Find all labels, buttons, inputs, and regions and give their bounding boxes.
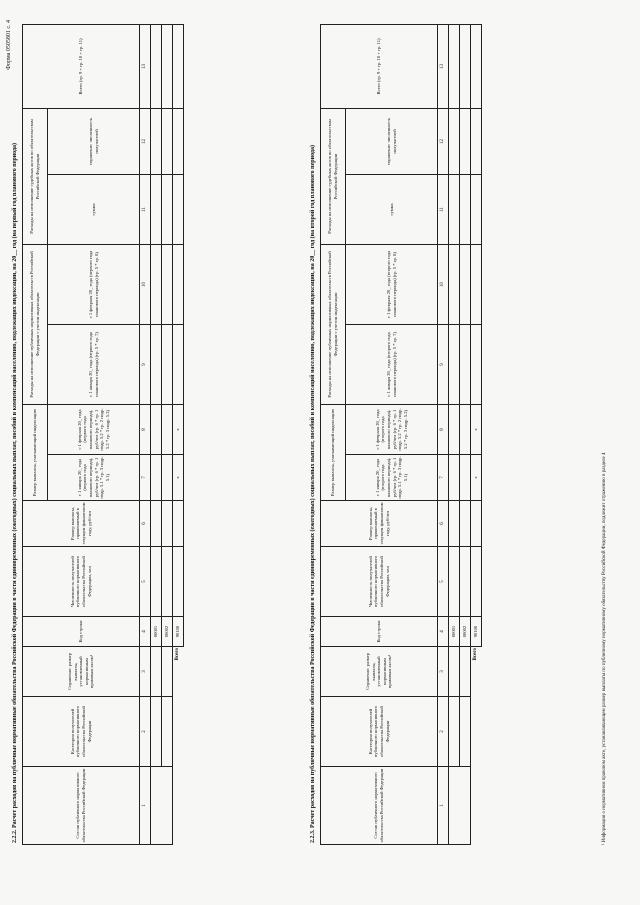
- cell: [449, 547, 460, 617]
- col-number: 11: [438, 174, 449, 244]
- cell: [460, 455, 471, 501]
- header-c10: с 1 февраля 20_ года (первого года планового периода) (гр. 5 * гр. 8): [48, 244, 140, 324]
- cell: [471, 174, 482, 244]
- cell: [162, 647, 173, 697]
- cell: [449, 501, 460, 547]
- cell: [173, 24, 184, 108]
- header-c6: Размер выплаты, применяемый в текущем финансовом году, руб/чел: [23, 501, 140, 547]
- total-label: Всего: [173, 647, 184, 845]
- col-number: 8: [438, 404, 449, 454]
- table-row: [449, 24, 460, 844]
- col-number: 2: [438, 697, 449, 767]
- cell: [471, 547, 482, 617]
- cell: [449, 324, 460, 404]
- cell-mark: x: [471, 455, 482, 501]
- col-number: 7: [438, 455, 449, 501]
- cell: [449, 244, 460, 324]
- cell: [162, 455, 173, 501]
- cell: [460, 244, 471, 324]
- col-number: 1: [438, 767, 449, 845]
- col-number: 5: [140, 547, 151, 617]
- table-row: [151, 24, 162, 844]
- cell: [162, 108, 173, 174]
- cell: [151, 24, 162, 108]
- col-number: 6: [438, 501, 449, 547]
- cell: [151, 244, 162, 324]
- cell: [460, 24, 471, 108]
- header-c9: с 1 января 20_ года (первого года планового периода) (гр. 5 * гр. 7): [48, 324, 140, 404]
- col-number: 5: [438, 547, 449, 617]
- table-row: [460, 24, 471, 844]
- total-code: 90100: [471, 617, 482, 647]
- section-table: [22, 24, 184, 845]
- cell: [173, 108, 184, 174]
- cell: [151, 455, 162, 501]
- header-c11: сумма: [346, 174, 438, 244]
- cell: [162, 174, 173, 244]
- cell: [449, 455, 460, 501]
- header-c13: Всего (гр. 9 + гр. 10 + гр. 11): [321, 24, 438, 108]
- cell-mark: x: [173, 455, 184, 501]
- col-number: 10: [438, 244, 449, 324]
- cell: [460, 501, 471, 547]
- cell: [151, 647, 162, 697]
- cell: [460, 547, 471, 617]
- header-c2: Категория получателей публичного нормативного обязательства Российской Федерации: [321, 697, 438, 767]
- col-number: 2: [140, 697, 151, 767]
- cell: [162, 501, 173, 547]
- cell: [449, 647, 460, 697]
- cell: [449, 108, 460, 174]
- header-g7: Размер выплаты, учитывающий индексацию: [23, 404, 48, 500]
- col-number: 9: [438, 324, 449, 404]
- total-row: [471, 24, 482, 844]
- col-number: 9: [140, 324, 151, 404]
- header-c11: сумма: [48, 174, 140, 244]
- row-code: 00002: [460, 617, 471, 647]
- col-number: 4: [438, 617, 449, 647]
- cell: [151, 324, 162, 404]
- cell: [173, 174, 184, 244]
- header-c7: с 1 января 20_ года (первого года планового периода), руб/чел (гр. 6 * гр. 1 подр. 5.1 * гр. 3 подр. 5.1): [48, 455, 140, 501]
- header-c1: Состав публичного нормативного обязательства Российской Федерации: [23, 767, 140, 845]
- header-c6: Размер выплаты, применяемый в текущем финансовом году, руб/чел: [321, 501, 438, 547]
- cell: [460, 404, 471, 454]
- cell: [471, 108, 482, 174]
- col-number: 11: [140, 174, 151, 244]
- cell: [151, 108, 162, 174]
- cell: [151, 174, 162, 244]
- section-title: 2.2.3. Расчет расходов на публичные нормативные обязательства Российской Федерации в части единовременных (ежегодных) социальных выплат, пособий и компенсаций населению, подлежащих индексации, на 20__ год (на второй год планового периода): [310, 145, 316, 843]
- cell-mark: x: [173, 404, 184, 454]
- cell: [173, 547, 184, 617]
- header-c3: Справочно: размер выплаты, установленный нормативным правовым актом¹: [321, 647, 438, 697]
- col-number: 13: [140, 24, 151, 108]
- header-g11: Расходы на исполнение судебных актов по обязательствам Российской Федерации: [23, 108, 48, 244]
- row-code: 00002: [162, 617, 173, 647]
- header-g7: Размер выплаты, учитывающий индексацию: [321, 404, 346, 500]
- cell: [460, 174, 471, 244]
- cell: [173, 324, 184, 404]
- row-code: 00001: [151, 617, 162, 647]
- form-code: Форма 0505801 с. 4: [6, 20, 12, 70]
- cell: [151, 501, 162, 547]
- cell: [460, 647, 471, 697]
- cell: [151, 547, 162, 617]
- header-c5: Численность получателей публичного нормативного обязательства Российской Федерации, чел: [23, 547, 140, 617]
- header-c8: с 1 февраля 20_ года (второго года планового периода), руб/чел (гр. 6 * гр. 1 подр. 5.2 * гр. 2 подр. 5.2 * гр. 3 подр. 5.2): [346, 404, 438, 454]
- section-table: [320, 24, 482, 845]
- col-number: 6: [140, 501, 151, 547]
- header-c3: Справочно: размер выплаты, установленный нормативным правовым актом¹: [23, 647, 140, 697]
- header-g9: Расходы на исполнение публичных нормативных обязательств Российской Федерации с учетом индексации: [321, 244, 346, 404]
- cell: [173, 244, 184, 324]
- col-number: 7: [140, 455, 151, 501]
- total-code: 90100: [173, 617, 184, 647]
- header-c12: справочно: численность получателей: [48, 108, 140, 174]
- cell: [449, 174, 460, 244]
- col-number: 10: [140, 244, 151, 324]
- col-number: 3: [140, 647, 151, 697]
- header-c13: Всего (гр. 9 + гр. 10 + гр. 11): [23, 24, 140, 108]
- cell: [449, 404, 460, 454]
- col-number: 13: [438, 24, 449, 108]
- total-label: Всего: [471, 647, 482, 845]
- cell: [471, 244, 482, 324]
- cell: [471, 24, 482, 108]
- header-c2: Категория получателей публичного нормативного обязательства Российской Федерации: [23, 697, 140, 767]
- col-number: 12: [140, 108, 151, 174]
- header-c1: Состав публичного нормативного обязательства Российской Федерации: [321, 767, 438, 845]
- cell: [449, 24, 460, 108]
- header-c9: с 1 января 20_ года (второго года планового периода) (гр. 5 * гр. 7): [346, 324, 438, 404]
- cell: [151, 404, 162, 454]
- cell: [162, 244, 173, 324]
- header-c12: справочно: численность получателей: [346, 108, 438, 174]
- cell: [162, 404, 173, 454]
- cell: [173, 501, 184, 547]
- row-code: 00001: [449, 617, 460, 647]
- header-c5: Численность получателей публичного нормативного обязательства Российской Федерации, чел: [321, 547, 438, 617]
- cell: [460, 108, 471, 174]
- col-number: 4: [140, 617, 151, 647]
- col-number: 12: [438, 108, 449, 174]
- header-c4: Код строки: [321, 617, 438, 647]
- cell: [471, 501, 482, 547]
- table-row: [162, 24, 173, 844]
- header-c8: с 1 февраля 20_ года (первого года планового периода), руб/чел (гр. 6 * гр. 1 подр. 5.2 * гр. 2 подр. 5.2 * гр. 3 подр. 5.2): [48, 404, 140, 454]
- cell-mark: x: [471, 404, 482, 454]
- section-title: 2.2.2. Расчет расходов на публичные нормативные обязательства Российской Федерации в части единовременных (ежегодных) социальных выплат, пособий и компенсаций населению, подлежащих индексации, на 20__ год (на первый год планового периода): [12, 142, 18, 843]
- footnote: ¹ Информация о нормативном правовом акте, устанавливающем размер выплаты по публичному нормативному обязательству Российской Федерации, подлежит отражению в разделе 4: [602, 452, 607, 845]
- cell: [471, 324, 482, 404]
- cell: [460, 324, 471, 404]
- cell: [162, 547, 173, 617]
- cell: [460, 697, 471, 767]
- col-number: 1: [140, 767, 151, 845]
- cell: [151, 697, 162, 767]
- col-number: 8: [140, 404, 151, 454]
- header-c7: с 1 января 20_ года (второго года планового периода), руб/чел (гр. 6 * гр. 1 подр. 5.1 * гр. 3 подр. 5.1): [346, 455, 438, 501]
- cell: [162, 324, 173, 404]
- total-row: [173, 24, 184, 844]
- header-g9: Расходы на исполнение публичных нормативных обязательств Российской Федерации с учетом индексации: [23, 244, 48, 404]
- cell: [151, 767, 173, 845]
- header-g11: Расходы на исполнение судебных актов по обязательствам Российской Федерации: [321, 108, 346, 244]
- cell: [449, 767, 471, 845]
- cell: [162, 24, 173, 108]
- col-number: 3: [438, 647, 449, 697]
- header-c10: с 1 февраля 20_ года (второго года планового периода) (гр. 5 * гр. 8): [346, 244, 438, 324]
- header-c4: Код строки: [23, 617, 140, 647]
- cell: [449, 697, 460, 767]
- cell: [162, 697, 173, 767]
